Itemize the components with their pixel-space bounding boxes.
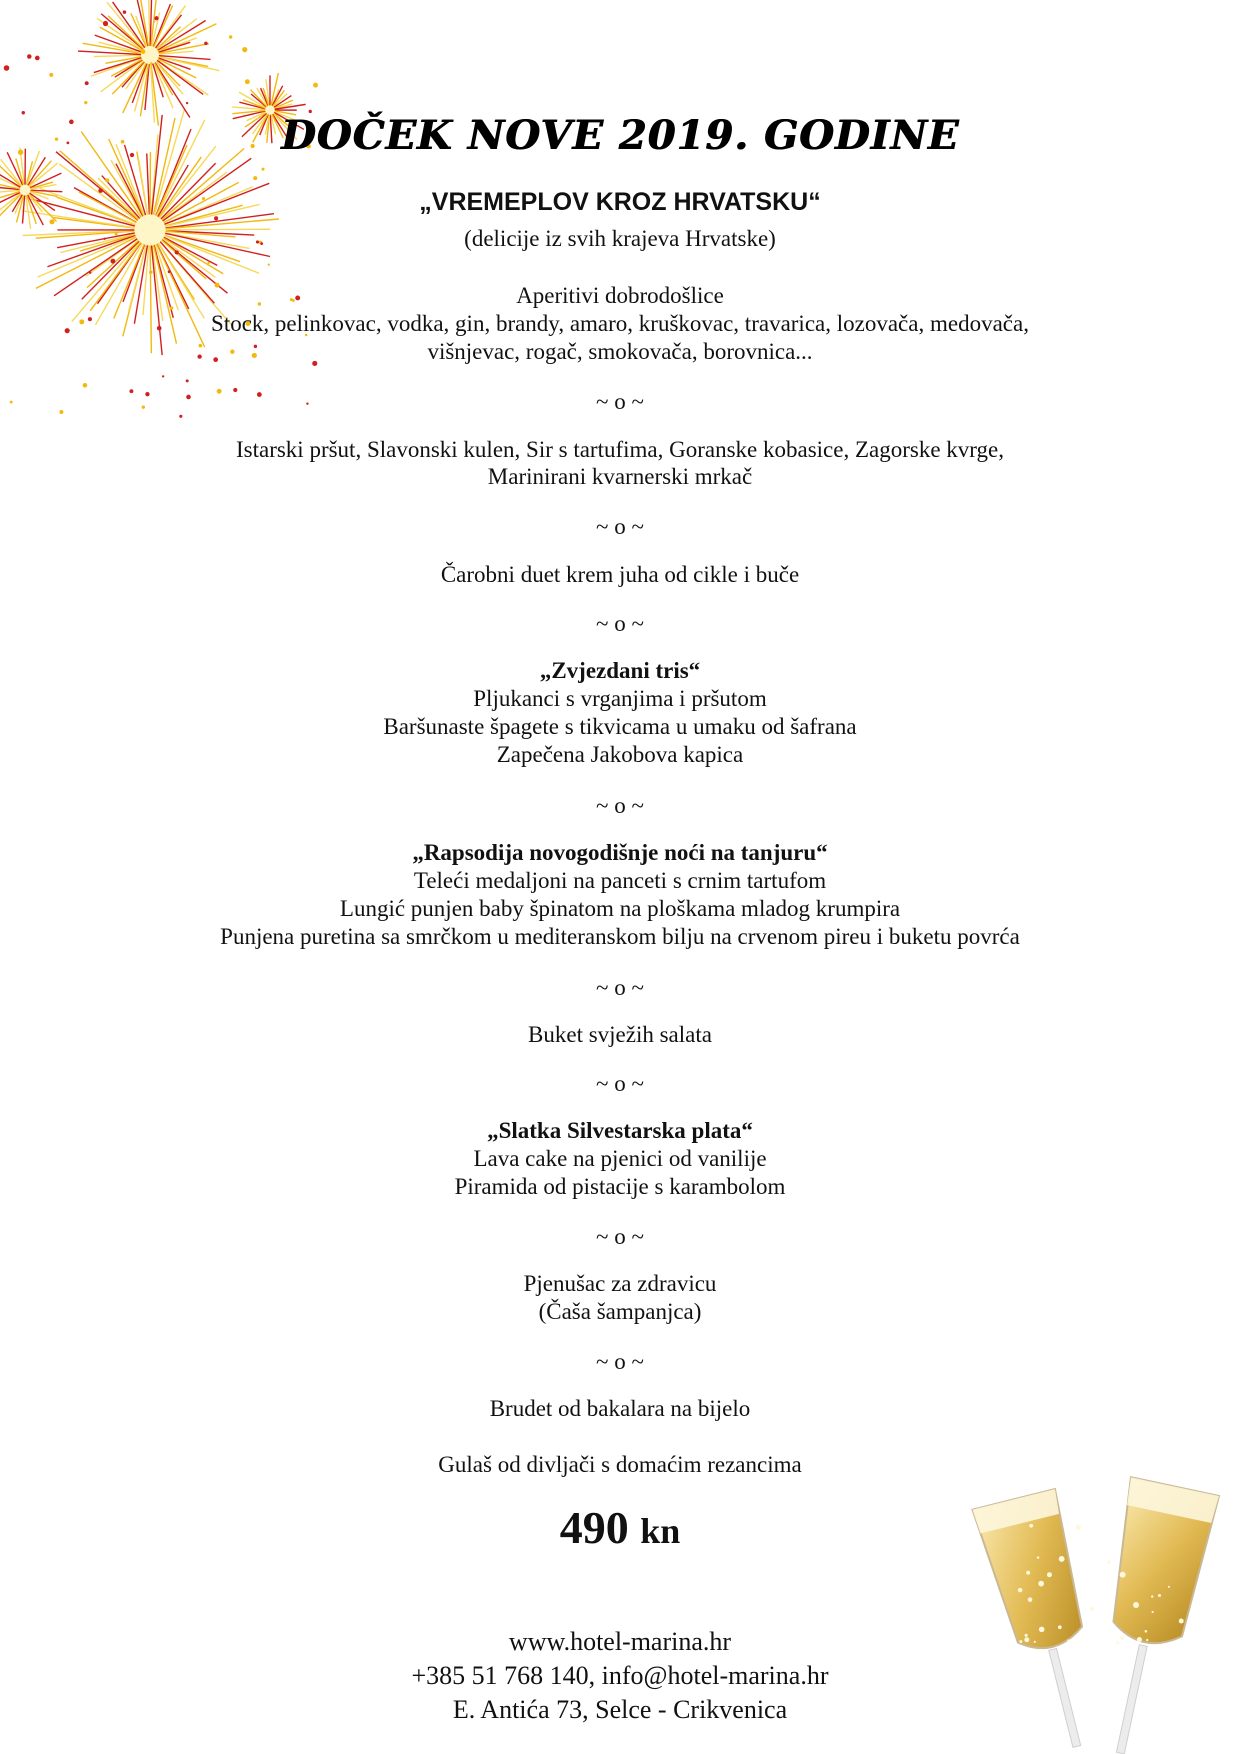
late-night-item: Gulaš od divljači s domaćim rezancima bbox=[438, 1452, 802, 1477]
event-title: DOČEK NOVE 2019. GODINE bbox=[280, 112, 960, 159]
salad-item: Buket svježih salata bbox=[528, 1022, 712, 1047]
footer-contact: +385 51 768 140, info@hotel-marina.hr bbox=[411, 1661, 829, 1690]
price-currency: kn bbox=[640, 1511, 681, 1551]
menu-subtitle-note: (delicije iz svih krajeva Hrvatske) bbox=[464, 226, 776, 251]
course-separator: ~ o ~ bbox=[596, 514, 644, 539]
warm-starter-heading: „Zvjezdani tris“ bbox=[539, 658, 701, 683]
main-course-item: Lungić punjen baby špinatom na ploškama mladog krumpira bbox=[339, 896, 901, 921]
main-course-heading: „Rapsodija novogodišnje noći na tanjuru“ bbox=[412, 840, 828, 865]
main-course-item: Punjena puretina sa smrčkom u mediteranskom bilju na crvenom pireu i buketu povrća bbox=[220, 924, 1020, 949]
aperitifs-list-line1: Stock, pelinkovac, vodka, gin, brandy, amaro, kruškovac, travarica, lozovača, medovača, bbox=[211, 311, 1029, 336]
menu-price bbox=[0, 1501, 1240, 1554]
dessert-item: Piramida od pistacije s karambolom bbox=[454, 1174, 786, 1199]
cold-starter-line1: Istarski pršut, Slavonski kulen, Sir s tartufima, Goranske kobasice, Zagorske kvrge, bbox=[235, 437, 1004, 462]
toast-line2: (Čaša šampanjca) bbox=[538, 1299, 702, 1324]
course-separator: ~ o ~ bbox=[596, 793, 644, 818]
course-separator: ~ o ~ bbox=[596, 389, 644, 414]
course-separator: ~ o ~ bbox=[596, 975, 644, 1000]
course-separator: ~ o ~ bbox=[596, 1071, 644, 1096]
menu-subtitle: „VREMEPLOV KROZ HRVATSKU“ bbox=[419, 188, 821, 216]
warm-starter-item: Pljukanci s vrganjima i pršutom bbox=[473, 686, 767, 711]
course-separator: ~ o ~ bbox=[596, 1224, 644, 1249]
footer-website: www.hotel-marina.hr bbox=[508, 1627, 732, 1656]
course-separator: ~ o ~ bbox=[596, 1349, 644, 1374]
course-separator: ~ o ~ bbox=[596, 611, 644, 636]
warm-starter-item: Baršunaste špagete s tikvicama u umaku od šafrana bbox=[383, 714, 857, 739]
price-amount: 490 bbox=[559, 1502, 629, 1553]
footer-address: E. Antića 73, Selce - Crikvenica bbox=[452, 1695, 788, 1724]
soup-item: Čarobni duet krem juha od cikle i buče bbox=[440, 562, 800, 587]
main-course-item: Teleći medaljoni na panceti s crnim tartufom bbox=[413, 868, 827, 893]
aperitifs-heading: Aperitivi dobrodošlice bbox=[516, 283, 724, 308]
dessert-heading: „Slatka Silvestarska plata“ bbox=[487, 1118, 753, 1143]
warm-starter-item: Zapečena Jakobova kapica bbox=[496, 742, 744, 767]
aperitifs-list-line2: višnjevac, rogač, smokovača, borovnica... bbox=[427, 339, 813, 364]
dessert-item: Lava cake na pjenici od vanilije bbox=[473, 1146, 767, 1171]
cold-starter-line2: Marinirani kvarnerski mrkač bbox=[487, 464, 753, 489]
late-night-item: Brudet od bakalara na bijelo bbox=[489, 1396, 751, 1421]
toast-line1: Pjenušac za zdravicu bbox=[523, 1271, 717, 1296]
